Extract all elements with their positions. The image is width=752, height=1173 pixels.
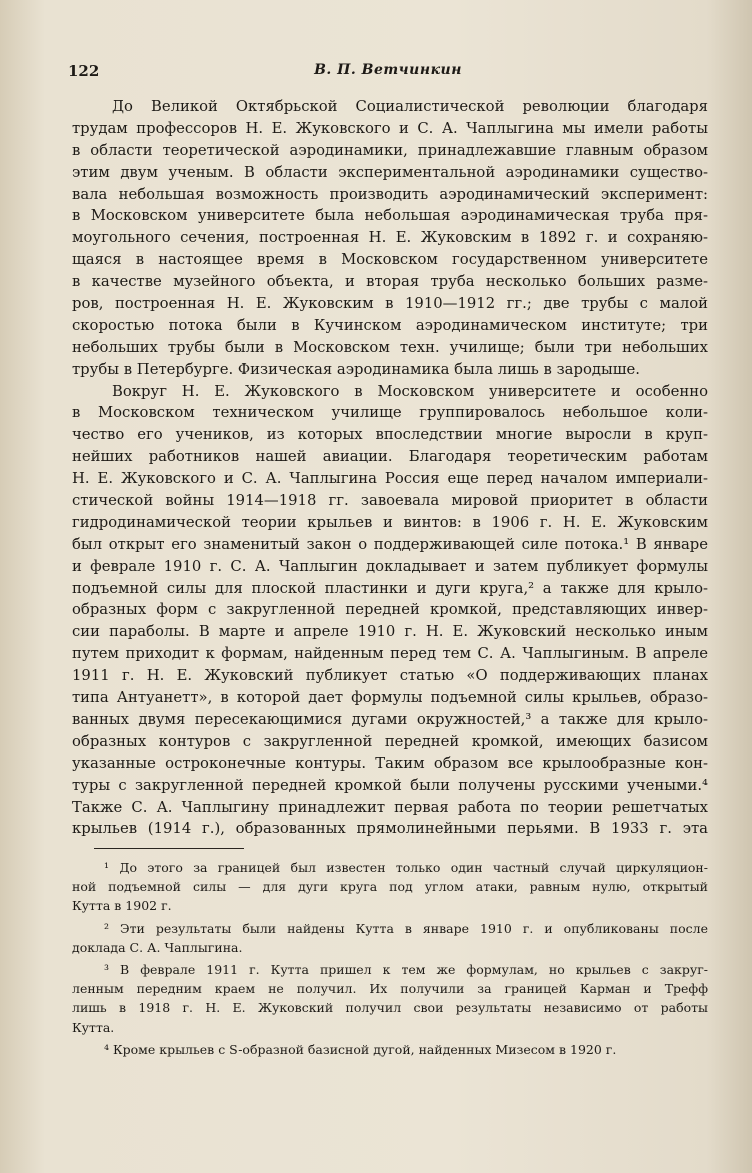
body-line: гидродинамической теории крыльев и винтов: в 1906 г. Н. Е. Жуковским — [72, 513, 708, 531]
footnote-line: доклада С. А. Чаплыгина. — [72, 939, 243, 955]
body-line: туры с закругленной передней кромкой были получены русскими учеными.⁴ — [72, 776, 708, 794]
body-line: в области теоретической аэродинамики, принадлежавшие главным образом — [72, 141, 708, 159]
body-line: подъемной силы для плоской пластинки и дуги круга,² а также для крыло- — [72, 579, 708, 597]
body-line: моугольного сечения, построенная Н. Е. Жуковским в 1892 г. и сохраняю- — [72, 229, 708, 247]
page-number: 122 — [68, 62, 100, 80]
body-line: образных контуров с закругленной передней кромкой, имеющих базисом — [72, 732, 708, 750]
body-line: сии параболы. В марте и апреле 1910 г. Н. Е. Жуковский несколько иным — [72, 623, 708, 641]
body-line: путем приходит к формам, найденным перед тем С. А. Чаплыгиным. В апреле — [72, 645, 708, 663]
footnote-line: ¹ До этого за границей был известен только один частный случай циркуляцион- — [104, 860, 708, 875]
body-line: трубы в Петербурге. Физическая аэродинамика была лишь в зародыше. — [72, 360, 640, 378]
footnote-line: ной подъемной силы — для дуги круга под углом атаки, равным нулю, открытый — [72, 879, 708, 895]
footnote-line: лишь в 1918 г. Н. Е. Жуковский получил свои результаты независимо от работы — [72, 1000, 708, 1016]
body-line: стической войны 1914—1918 гг. завоевала мировой приоритет в области — [72, 492, 708, 510]
footnote-line: ленным передним краем не получил. Их получили за границей Карман и Трефф — [72, 981, 708, 997]
body-line: чество его учеников, из которых впоследствии многие выросли в круп- — [72, 426, 708, 444]
body-line: крыльев (1914 г.), образованных прямолинейными перьями. В 1933 г. эта — [72, 820, 708, 838]
body-line: скоростью потока были в Кучинском аэродинамическом институте; три — [72, 316, 708, 334]
body-line: этим двум ученым. В области экспериментальной аэродинамики существо- — [72, 163, 708, 181]
body-line: ров, построенная Н. Е. Жуковским в 1910—1912 гг.; две трубы с малой — [72, 295, 708, 313]
page-header — [68, 62, 708, 86]
body-line: ванных двумя пересекающимися дугами окружностей,³ а также для крыло- — [72, 710, 708, 728]
body-line: Вокруг Н. Е. Жуковского в Московском университете и особенно — [112, 382, 708, 400]
body-line: 1911 г. Н. Е. Жуковский публикует статью «О поддерживающих планах — [72, 667, 708, 685]
footnote-line: ⁴ Кроме крыльев с S-образной базисной дугой, найденных Мизесом в 1920 г. — [104, 1041, 617, 1057]
footnote-line: Кутта. — [72, 1019, 115, 1035]
footnote-line: Кутта в 1902 г. — [72, 898, 172, 914]
body-line: указанные остроконечные контуры. Таким образом все крылообразные кон- — [72, 754, 708, 772]
body-line: небольших трубы были в Московском техн. училище; были три небольших — [72, 338, 708, 356]
body-line: в качестве музейного объекта, и вторая труба несколько больших разме- — [72, 273, 708, 291]
body-line: нейших работников нашей авиации. Благодаря теоретическим работам — [72, 448, 708, 466]
footnote-line: ² Эти результаты были найдены Кутта в январе 1910 г. и опубликованы после — [104, 920, 708, 936]
running-head: В. П. Ветчинкин — [314, 62, 462, 78]
body-line: в Московском университете была небольшая аэродинамическая труба пря- — [72, 207, 708, 225]
body-line: типа Антуанетт», в которой дает формулы подъемной силы крыльев, образо- — [72, 689, 708, 707]
footnote-divider — [94, 848, 244, 849]
body-line: До Великой Октябрьской Социалистической революции благодаря — [112, 98, 708, 115]
body-line: щаяся в настоящее время в Московском государственном университете — [72, 251, 708, 269]
body-line: был открыт его знаменитый закон о поддерживающей силе потока.¹ В январе — [72, 535, 708, 553]
footnote-line: ³ В феврале 1911 г. Кутта пришел к тем же формулам, но крыльев с закруг- — [104, 961, 708, 977]
body-line: и феврале 1910 г. С. А. Чаплыгин докладывает и затем публикует формулы — [72, 557, 708, 575]
body-line: трудам профессоров Н. Е. Жуковского и С. А. Чаплыгина мы имели работы — [72, 119, 708, 137]
body-line: в Московском техническом училище группировалось небольшое коли- — [72, 404, 708, 422]
body-line: Также С. А. Чаплыгину принадлежит первая работа по теории решетчатых — [72, 798, 708, 816]
body-line: Н. Е. Жуковского и С. А. Чаплыгина Россия еще перед началом империали- — [72, 470, 708, 488]
body-line: вала небольшая возможность производить аэродинамический эксперимент: — [72, 185, 708, 203]
footnotes — [72, 858, 708, 1059]
body-text — [72, 96, 708, 840]
body-line: образных форм с закругленной передней кромкой, представляющих инвер- — [72, 601, 708, 619]
